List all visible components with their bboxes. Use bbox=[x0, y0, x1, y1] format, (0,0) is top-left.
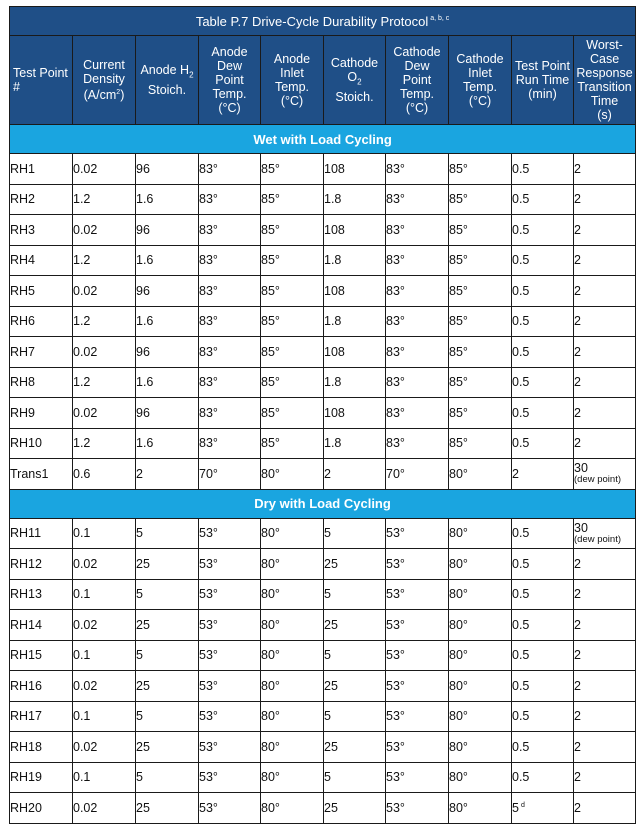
cathode-o2-stoich-cell: 1.8 bbox=[324, 306, 386, 337]
section-label: Wet with Load Cycling bbox=[10, 125, 636, 154]
cathode-dew-point-cell: 53° bbox=[386, 762, 449, 793]
col-response-time: Worst- Case Response Transition Time (s) bbox=[574, 36, 636, 125]
response-time-cell: 2 bbox=[574, 732, 636, 763]
current-density-cell: 0.02 bbox=[73, 793, 136, 824]
cathode-inlet-temp-cell: 85° bbox=[449, 428, 512, 459]
cathode-o2-stoich-cell: 25 bbox=[324, 732, 386, 763]
anode-inlet-temp-cell: 80° bbox=[261, 671, 324, 702]
response-time-cell: 2 bbox=[574, 245, 636, 276]
current-density-cell: 1.2 bbox=[73, 184, 136, 215]
anode-h2-stoich-cell: 1.6 bbox=[136, 306, 199, 337]
cathode-o2-stoich-cell: 5 bbox=[324, 640, 386, 671]
anode-inlet-temp-cell: 85° bbox=[261, 184, 324, 215]
test-point-cell: RH3 bbox=[10, 215, 73, 246]
response-time-cell: 2 bbox=[574, 701, 636, 732]
current-density-cell: 0.02 bbox=[73, 671, 136, 702]
anode-dew-point-cell: 83° bbox=[199, 245, 261, 276]
anode-h2-stoich-cell: 1.6 bbox=[136, 245, 199, 276]
run-time-cell bbox=[512, 793, 574, 824]
test-point-cell: RH5 bbox=[10, 276, 73, 307]
response-note: (dew point) bbox=[574, 533, 621, 545]
test-point-cell: RH14 bbox=[10, 610, 73, 641]
anode-dew-point-cell: 83° bbox=[199, 337, 261, 368]
anode-inlet-temp-cell: 85° bbox=[261, 306, 324, 337]
table-row bbox=[10, 459, 636, 490]
cathode-dew-point-cell: 53° bbox=[386, 579, 449, 610]
test-point-cell: RH19 bbox=[10, 762, 73, 793]
anode-h2-stoich-cell: 5 bbox=[136, 579, 199, 610]
cathode-dew-point-cell: 53° bbox=[386, 518, 449, 549]
response-time-cell: 2 bbox=[574, 793, 636, 824]
anode-inlet-temp-cell: 85° bbox=[261, 215, 324, 246]
test-point-cell: RH18 bbox=[10, 732, 73, 763]
cathode-o2-stoich-cell: 108 bbox=[324, 154, 386, 185]
anode-dew-point-cell: 53° bbox=[199, 762, 261, 793]
test-point-cell: RH17 bbox=[10, 701, 73, 732]
anode-inlet-temp-cell: 85° bbox=[261, 276, 324, 307]
cathode-inlet-temp-cell: 80° bbox=[449, 671, 512, 702]
current-density-cell: 0.1 bbox=[73, 640, 136, 671]
table-row bbox=[10, 518, 636, 549]
section-header bbox=[10, 489, 636, 518]
anode-dew-point-cell: 83° bbox=[199, 154, 261, 185]
col-cathode-o2-stoich: Cathode $O_2$ Stoich. bbox=[324, 36, 386, 125]
anode-dew-point-cell: 83° bbox=[199, 184, 261, 215]
cathode-o2-stoich-cell: 25 bbox=[324, 610, 386, 641]
cathode-dew-point-cell: 83° bbox=[386, 215, 449, 246]
anode-dew-point-cell: 53° bbox=[199, 549, 261, 580]
cathode-dew-point-cell: 83° bbox=[386, 367, 449, 398]
table-row bbox=[10, 671, 636, 702]
run-time-cell: 0.5 bbox=[512, 428, 574, 459]
col-cathode-inlet-temp: Cathode Inlet Temp. (°C) bbox=[449, 36, 512, 125]
column-header-row bbox=[10, 36, 636, 125]
anode-h2-stoich-cell: 5 bbox=[136, 518, 199, 549]
test-point-cell: RH20 bbox=[10, 793, 73, 824]
cathode-o2-stoich-cell: 25 bbox=[324, 671, 386, 702]
table-title: Table P.7 Drive-Cycle Durability Protocol bbox=[195, 13, 429, 29]
response-time-cell: 2 bbox=[574, 306, 636, 337]
run-time-cell: 0.5 bbox=[512, 518, 574, 549]
response-value: 30 bbox=[574, 520, 588, 535]
anode-inlet-temp-cell: 80° bbox=[261, 518, 324, 549]
test-point-cell: Trans1 bbox=[10, 459, 73, 490]
drive-cycle-table bbox=[9, 6, 636, 824]
current-density-cell: 0.02 bbox=[73, 610, 136, 641]
run-time-cell: 0.5 bbox=[512, 154, 574, 185]
current-density-cell: 1.2 bbox=[73, 245, 136, 276]
cathode-dew-point-cell: 83° bbox=[386, 428, 449, 459]
anode-h2-stoich-cell: 96 bbox=[136, 154, 199, 185]
current-density-cell: 0.02 bbox=[73, 154, 136, 185]
anode-inlet-temp-cell: 80° bbox=[261, 701, 324, 732]
current-density-cell: 0.1 bbox=[73, 762, 136, 793]
response-time-cell bbox=[574, 459, 636, 490]
col-run-time: Test Point Run Time (min) bbox=[512, 36, 574, 125]
title-row bbox=[10, 7, 636, 36]
test-point-cell: RH13 bbox=[10, 579, 73, 610]
cathode-inlet-temp-cell: 80° bbox=[449, 610, 512, 641]
test-point-cell: RH7 bbox=[10, 337, 73, 368]
response-time-cell: 2 bbox=[574, 671, 636, 702]
anode-h2-stoich-cell: 5 bbox=[136, 762, 199, 793]
run-time-cell: 0.5 bbox=[512, 579, 574, 610]
cathode-inlet-temp-cell: 85° bbox=[449, 184, 512, 215]
anode-dew-point-cell: 53° bbox=[199, 732, 261, 763]
cathode-dew-point-cell: 83° bbox=[386, 276, 449, 307]
response-time-cell: 2 bbox=[574, 762, 636, 793]
table-row bbox=[10, 306, 636, 337]
response-value: 30 bbox=[574, 461, 588, 476]
test-point-cell: RH6 bbox=[10, 306, 73, 337]
anode-inlet-temp-cell: 80° bbox=[261, 610, 324, 641]
anode-h2-stoich-cell: 96 bbox=[136, 276, 199, 307]
cathode-dew-point-cell: 70° bbox=[386, 459, 449, 490]
cathode-inlet-temp-cell: 85° bbox=[449, 306, 512, 337]
run-time-cell: 2 bbox=[512, 459, 574, 490]
anode-dew-point-cell: 83° bbox=[199, 306, 261, 337]
anode-dew-point-cell: 83° bbox=[199, 398, 261, 429]
run-time-cell: 0.5 bbox=[512, 215, 574, 246]
run-time-cell: 0.5 bbox=[512, 549, 574, 580]
test-point-cell: RH2 bbox=[10, 184, 73, 215]
run-time-cell: 0.5 bbox=[512, 701, 574, 732]
current-density-cell: 1.2 bbox=[73, 367, 136, 398]
table-row bbox=[10, 762, 636, 793]
response-time-cell: 2 bbox=[574, 154, 636, 185]
anode-h2-stoich-cell: 5 bbox=[136, 701, 199, 732]
current-density-cell: 0.02 bbox=[73, 276, 136, 307]
cathode-dew-point-cell: 53° bbox=[386, 640, 449, 671]
table-row bbox=[10, 610, 636, 641]
table-row bbox=[10, 579, 636, 610]
anode-inlet-temp-cell: 80° bbox=[261, 732, 324, 763]
response-time-cell: 2 bbox=[574, 579, 636, 610]
test-point-cell: RH15 bbox=[10, 640, 73, 671]
table-row bbox=[10, 184, 636, 215]
table-row bbox=[10, 640, 636, 671]
cathode-o2-stoich-cell: 108 bbox=[324, 398, 386, 429]
anode-inlet-temp-cell: 85° bbox=[261, 154, 324, 185]
col-anode-h2-stoich: Anode $H_2$ Stoich. bbox=[136, 36, 199, 125]
anode-inlet-temp-cell: 80° bbox=[261, 793, 324, 824]
anode-dew-point-cell: 83° bbox=[199, 215, 261, 246]
cathode-o2-stoich-cell: 108 bbox=[324, 337, 386, 368]
test-point-cell: RH8 bbox=[10, 367, 73, 398]
cathode-o2-stoich-cell: 25 bbox=[324, 549, 386, 580]
anode-h2-stoich-cell: 1.6 bbox=[136, 428, 199, 459]
anode-dew-point-cell: 83° bbox=[199, 367, 261, 398]
cathode-o2-stoich-cell: 108 bbox=[324, 276, 386, 307]
run-time-cell: 0.5 bbox=[512, 398, 574, 429]
anode-dew-point-cell: 53° bbox=[199, 671, 261, 702]
response-time-cell: 2 bbox=[574, 428, 636, 459]
current-density-cell: 0.02 bbox=[73, 732, 136, 763]
anode-h2-stoich-cell: 1.6 bbox=[136, 367, 199, 398]
section-label: Dry with Load Cycling bbox=[10, 489, 636, 518]
table-row bbox=[10, 398, 636, 429]
cathode-dew-point-cell: 53° bbox=[386, 549, 449, 580]
table-row bbox=[10, 367, 636, 398]
cathode-o2-stoich-cell: 1.8 bbox=[324, 367, 386, 398]
table-title-cell bbox=[10, 7, 636, 36]
response-time-cell: 2 bbox=[574, 367, 636, 398]
run-time-cell: 0.5 bbox=[512, 337, 574, 368]
anode-dew-point-cell: 83° bbox=[199, 276, 261, 307]
anode-inlet-temp-cell: 80° bbox=[261, 459, 324, 490]
col-current-density: Current Density $(A/cm^2)$ bbox=[73, 36, 136, 125]
run-time-value: 5 bbox=[512, 800, 519, 815]
anode-inlet-temp-cell: 80° bbox=[261, 640, 324, 671]
anode-dew-point-cell: 83° bbox=[199, 428, 261, 459]
run-time-cell: 0.5 bbox=[512, 245, 574, 276]
cathode-o2-stoich-cell: 2 bbox=[324, 459, 386, 490]
run-time-cell: 0.5 bbox=[512, 367, 574, 398]
anode-h2-stoich-cell: 96 bbox=[136, 398, 199, 429]
current-density-cell: 0.6 bbox=[73, 459, 136, 490]
anode-h2-stoich-cell: 96 bbox=[136, 337, 199, 368]
anode-inlet-temp-cell: 85° bbox=[261, 337, 324, 368]
cathode-inlet-temp-cell: 85° bbox=[449, 367, 512, 398]
response-time-cell: 2 bbox=[574, 337, 636, 368]
cathode-inlet-temp-cell: 80° bbox=[449, 549, 512, 580]
current-density-cell: 0.02 bbox=[73, 215, 136, 246]
anode-h2-stoich-cell: 25 bbox=[136, 732, 199, 763]
current-density-cell: 1.2 bbox=[73, 428, 136, 459]
table-title-note: a, b, c bbox=[430, 15, 450, 23]
cathode-o2-stoich-cell: 25 bbox=[324, 793, 386, 824]
cathode-dew-point-cell: 53° bbox=[386, 701, 449, 732]
anode-inlet-temp-cell: 80° bbox=[261, 549, 324, 580]
section-header bbox=[10, 125, 636, 154]
col-cathode-dew-point: Cathode Dew Point Temp. (°C) bbox=[386, 36, 449, 125]
run-time-cell: 0.5 bbox=[512, 640, 574, 671]
current-density-cell: 1.2 bbox=[73, 306, 136, 337]
table-row bbox=[10, 793, 636, 824]
response-time-cell: 2 bbox=[574, 610, 636, 641]
response-note: (dew point) bbox=[574, 474, 621, 486]
anode-h2-stoich-cell: 25 bbox=[136, 610, 199, 641]
cathode-dew-point-cell: 53° bbox=[386, 732, 449, 763]
anode-inlet-temp-cell: 85° bbox=[261, 245, 324, 276]
response-time-cell: 2 bbox=[574, 276, 636, 307]
anode-inlet-temp-cell: 80° bbox=[261, 579, 324, 610]
response-time-cell: 2 bbox=[574, 184, 636, 215]
cathode-inlet-temp-cell: 80° bbox=[449, 793, 512, 824]
test-point-cell: RH12 bbox=[10, 549, 73, 580]
test-point-cell: RH10 bbox=[10, 428, 73, 459]
col-test-point: Test Point # bbox=[10, 36, 73, 125]
anode-h2-stoich-cell: 5 bbox=[136, 640, 199, 671]
cathode-inlet-temp-cell: 80° bbox=[449, 640, 512, 671]
anode-dew-point-cell: 70° bbox=[199, 459, 261, 490]
table-row bbox=[10, 549, 636, 580]
table-row bbox=[10, 337, 636, 368]
anode-dew-point-cell: 53° bbox=[199, 701, 261, 732]
cathode-inlet-temp-cell: 80° bbox=[449, 762, 512, 793]
anode-dew-point-cell: 53° bbox=[199, 640, 261, 671]
test-point-cell: RH1 bbox=[10, 154, 73, 185]
cathode-inlet-temp-cell: 85° bbox=[449, 154, 512, 185]
current-density-cell: 0.02 bbox=[73, 337, 136, 368]
anode-h2-stoich-cell: 96 bbox=[136, 215, 199, 246]
cathode-o2-stoich-cell: 5 bbox=[324, 518, 386, 549]
table-row bbox=[10, 428, 636, 459]
cathode-o2-stoich-cell: 108 bbox=[324, 215, 386, 246]
cathode-inlet-temp-cell: 80° bbox=[449, 459, 512, 490]
col-anode-dew-point: Anode Dew Point Temp. (°C) bbox=[199, 36, 261, 125]
test-point-cell: RH16 bbox=[10, 671, 73, 702]
run-time-cell: 0.5 bbox=[512, 732, 574, 763]
anode-dew-point-cell: 53° bbox=[199, 793, 261, 824]
cathode-o2-stoich-cell: 5 bbox=[324, 762, 386, 793]
cathode-inlet-temp-cell: 80° bbox=[449, 701, 512, 732]
table-row bbox=[10, 701, 636, 732]
run-time-footnote: d bbox=[520, 801, 525, 809]
run-time-cell: 0.5 bbox=[512, 276, 574, 307]
cathode-o2-stoich-cell: 5 bbox=[324, 579, 386, 610]
cathode-inlet-temp-cell: 85° bbox=[449, 337, 512, 368]
response-time-cell: 2 bbox=[574, 640, 636, 671]
current-density-cell: 0.1 bbox=[73, 518, 136, 549]
current-density-cell: 0.02 bbox=[73, 398, 136, 429]
cathode-dew-point-cell: 83° bbox=[386, 154, 449, 185]
run-time-cell: 0.5 bbox=[512, 306, 574, 337]
run-time-cell: 0.5 bbox=[512, 184, 574, 215]
anode-h2-stoich-cell: 25 bbox=[136, 793, 199, 824]
anode-h2-stoich-cell: 2 bbox=[136, 459, 199, 490]
cathode-inlet-temp-cell: 80° bbox=[449, 579, 512, 610]
test-point-cell: RH9 bbox=[10, 398, 73, 429]
response-time-cell: 2 bbox=[574, 215, 636, 246]
table-row bbox=[10, 154, 636, 185]
test-point-cell: RH4 bbox=[10, 245, 73, 276]
cathode-inlet-temp-cell: 85° bbox=[449, 276, 512, 307]
cathode-o2-stoich-cell: 1.8 bbox=[324, 428, 386, 459]
anode-h2-stoich-cell: 25 bbox=[136, 671, 199, 702]
run-time-cell: 0.5 bbox=[512, 762, 574, 793]
cathode-dew-point-cell: 53° bbox=[386, 793, 449, 824]
run-time-cell: 0.5 bbox=[512, 610, 574, 641]
table-body bbox=[10, 125, 636, 824]
cathode-inlet-temp-cell: 85° bbox=[449, 245, 512, 276]
current-density-cell: 0.1 bbox=[73, 701, 136, 732]
anode-inlet-temp-cell: 80° bbox=[261, 762, 324, 793]
anode-inlet-temp-cell: 85° bbox=[261, 367, 324, 398]
anode-inlet-temp-cell: 85° bbox=[261, 398, 324, 429]
cathode-dew-point-cell: 83° bbox=[386, 184, 449, 215]
cathode-dew-point-cell: 53° bbox=[386, 610, 449, 641]
col-anode-inlet-temp: Anode Inlet Temp. (°C) bbox=[261, 36, 324, 125]
cathode-inlet-temp-cell: 80° bbox=[449, 732, 512, 763]
cathode-dew-point-cell: 83° bbox=[386, 245, 449, 276]
cathode-inlet-temp-cell: 85° bbox=[449, 398, 512, 429]
table-row bbox=[10, 276, 636, 307]
current-density-cell: 0.02 bbox=[73, 549, 136, 580]
anode-h2-stoich-cell: 25 bbox=[136, 549, 199, 580]
cathode-o2-stoich-cell: 5 bbox=[324, 701, 386, 732]
response-time-cell bbox=[574, 518, 636, 549]
cathode-inlet-temp-cell: 80° bbox=[449, 518, 512, 549]
cathode-dew-point-cell: 83° bbox=[386, 337, 449, 368]
current-density-cell: 0.1 bbox=[73, 579, 136, 610]
response-time-cell: 2 bbox=[574, 398, 636, 429]
cathode-inlet-temp-cell: 85° bbox=[449, 215, 512, 246]
cathode-o2-stoich-cell: 1.8 bbox=[324, 184, 386, 215]
test-point-cell: RH11 bbox=[10, 518, 73, 549]
response-time-cell: 2 bbox=[574, 549, 636, 580]
anode-h2-stoich-cell: 1.6 bbox=[136, 184, 199, 215]
anode-dew-point-cell: 53° bbox=[199, 610, 261, 641]
anode-inlet-temp-cell: 85° bbox=[261, 428, 324, 459]
cathode-o2-stoich-cell: 1.8 bbox=[324, 245, 386, 276]
table-row bbox=[10, 732, 636, 763]
table-row bbox=[10, 245, 636, 276]
table-row bbox=[10, 215, 636, 246]
anode-dew-point-cell: 53° bbox=[199, 579, 261, 610]
anode-dew-point-cell: 53° bbox=[199, 518, 261, 549]
cathode-dew-point-cell: 53° bbox=[386, 671, 449, 702]
cathode-dew-point-cell: 83° bbox=[386, 306, 449, 337]
cathode-dew-point-cell: 83° bbox=[386, 398, 449, 429]
run-time-cell: 0.5 bbox=[512, 671, 574, 702]
